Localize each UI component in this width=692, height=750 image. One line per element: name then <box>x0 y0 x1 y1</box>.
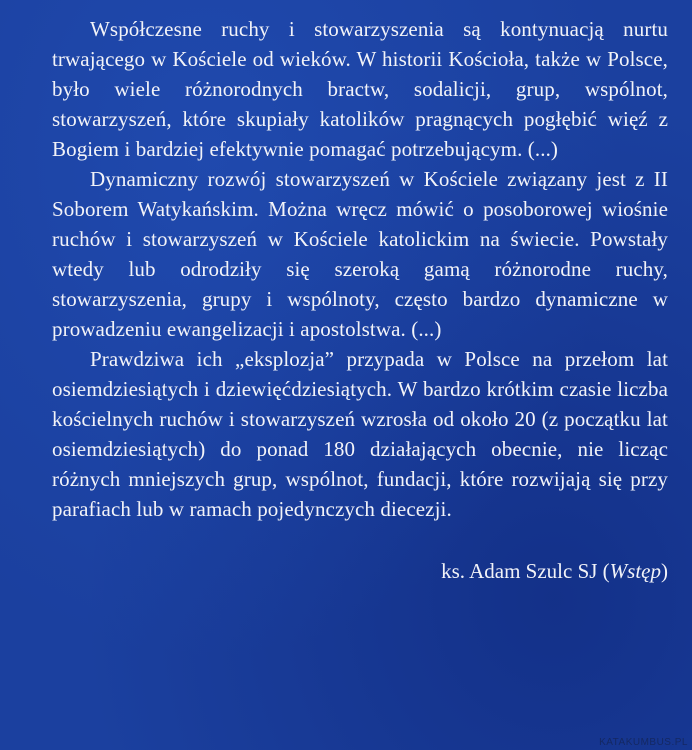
signature-author: ks. Adam Szulc SJ <box>441 559 598 583</box>
blurb-text <box>52 14 668 586</box>
signature-source: Wstęp <box>609 559 661 583</box>
paragraph-1: Współczesne ruchy i stowarzyszenia są kontynuacją nurtu trwającego w Kościele od wieków. W historii Kościoła, także w Polsce, było wiele różnorodnych bractw, sodalicji, grup, wspólnot, stowarzyszeń, które skupiały katolików pragnących pogłębić więź z Bogiem i bardziej efektywnie pomagać potrzebującym. (...) <box>52 17 668 161</box>
paragraph-3: Prawdziwa ich „eksplozja” przypada w Polsce na przełom lat osiemdziesiątych i dziewięćdziesiątych. W bardzo krótkim czasie liczba kościelnych ruchów i stowarzyszeń wzrosła od około 20 (z początku lat osiemdziesiątych) do ponad 180 działających obecnie, nie licząc różnych mniejszych grup, wspólnot, fundacji, które rozwijają się przy parafiach lub w ramach pojedynczych diecezji. <box>52 347 668 521</box>
paragraph-2: Dynamiczny rozwój stowarzyszeń w Kościele związany jest z II Soborem Watykańskim. Można wręcz mówić o posoborowej wiośnie ruchów i stowarzyszeń w Kościele katolickim na świecie. Powstały wtedy lub odrodziły się szeroką gamą różnorodne ruchy, stowarzyszenia, grupy i wspólnoty, często bardzo dynamiczne w prowadzeniu ewangelizacji i apostolstwa. (...) <box>52 167 668 341</box>
watermark: KATAKUMBUS.PL <box>599 737 688 748</box>
signature: ks. Adam Szulc SJ (Wstęp) <box>441 559 668 583</box>
